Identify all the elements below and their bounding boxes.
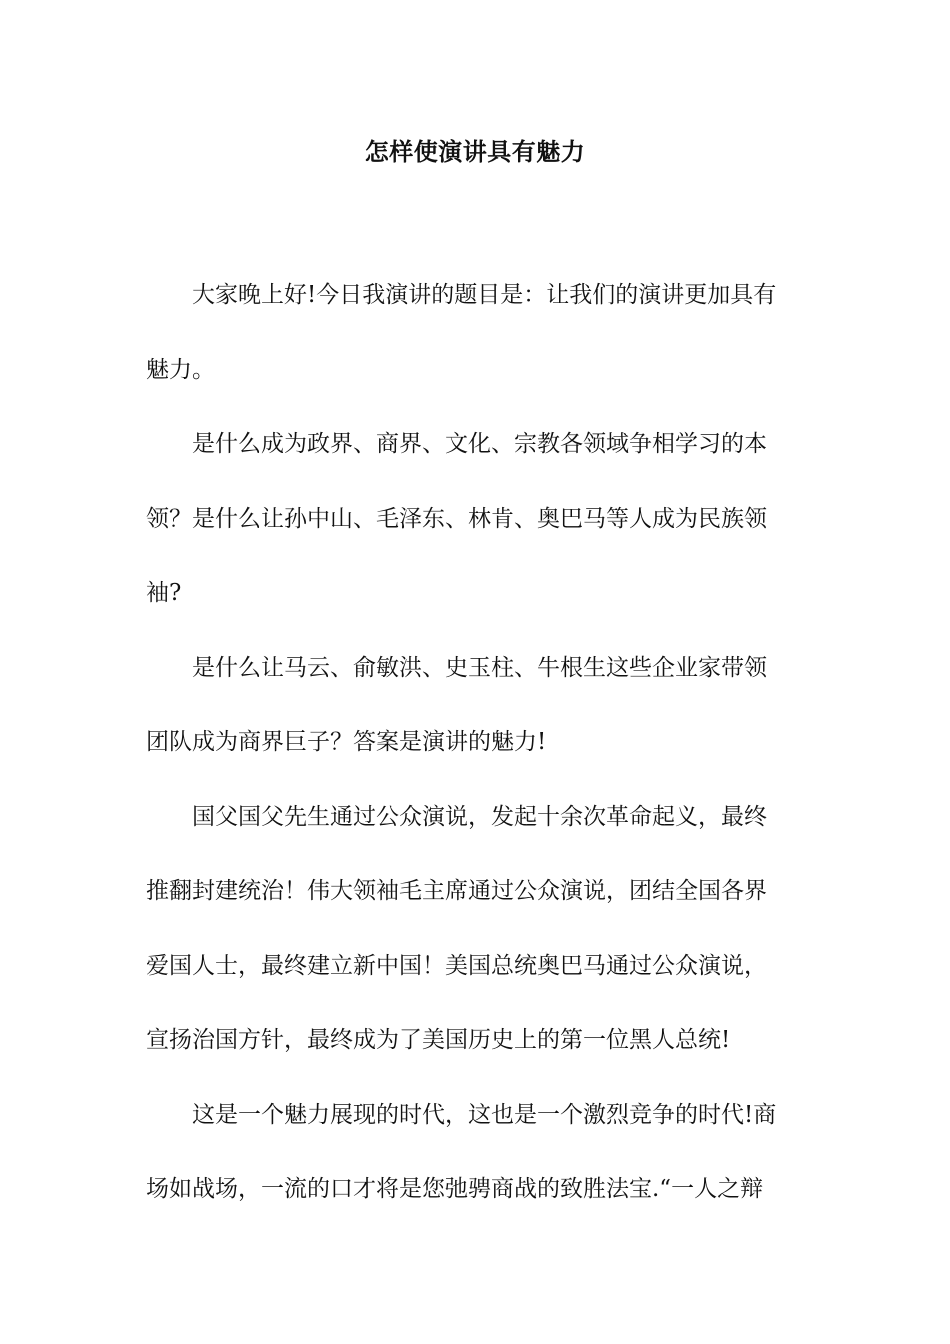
- paragraph-line: 领？是什么让孙中山、毛泽东、林肯、奥巴马等人成为民族领: [146, 505, 767, 532]
- paragraph-line: 袖?: [146, 580, 182, 606]
- paragraph-line: 是什么让马云、俞敏洪、史玉柱、牛根生这些企业家带领: [192, 654, 767, 681]
- document-body: [146, 258, 808, 1227]
- paragraph-line: 推翻封建统治！伟大领袖毛主席通过公众演说，团结全国各界: [146, 878, 767, 904]
- paragraph-line: 大家晚上好!今日我演讲的题目是：让我们的演讲更加具有: [192, 282, 777, 308]
- paragraph-line: 这是一个魅力展现的时代，这也是一个激烈竞争的时代!商: [192, 1101, 777, 1128]
- paragraph-line: 宣扬治国方针，最终成为了美国历史上的第一位黑人总统!: [146, 1027, 731, 1053]
- paragraph-line: 魅力。: [146, 356, 215, 383]
- paragraph-line: 爱国人士，最终建立新中国！美国总统奥巴马通过公众演说，: [146, 952, 767, 979]
- paragraph-line: 场如战场，一流的口才将是您弛骋商战的致胜法宝.“一人之辩: [146, 1176, 764, 1202]
- paragraph-line: 团队成为商界巨子？答案是演讲的魅力!: [146, 729, 547, 755]
- paragraph-line: 国父国父先生通过公众演说，发起十余次革命起义，最终: [192, 803, 767, 830]
- document-title: 怎样使演讲具有魅力: [364, 137, 586, 166]
- paragraph-line: 是什么成为政界、商界、文化、宗教各领域争相学习的本: [192, 431, 767, 457]
